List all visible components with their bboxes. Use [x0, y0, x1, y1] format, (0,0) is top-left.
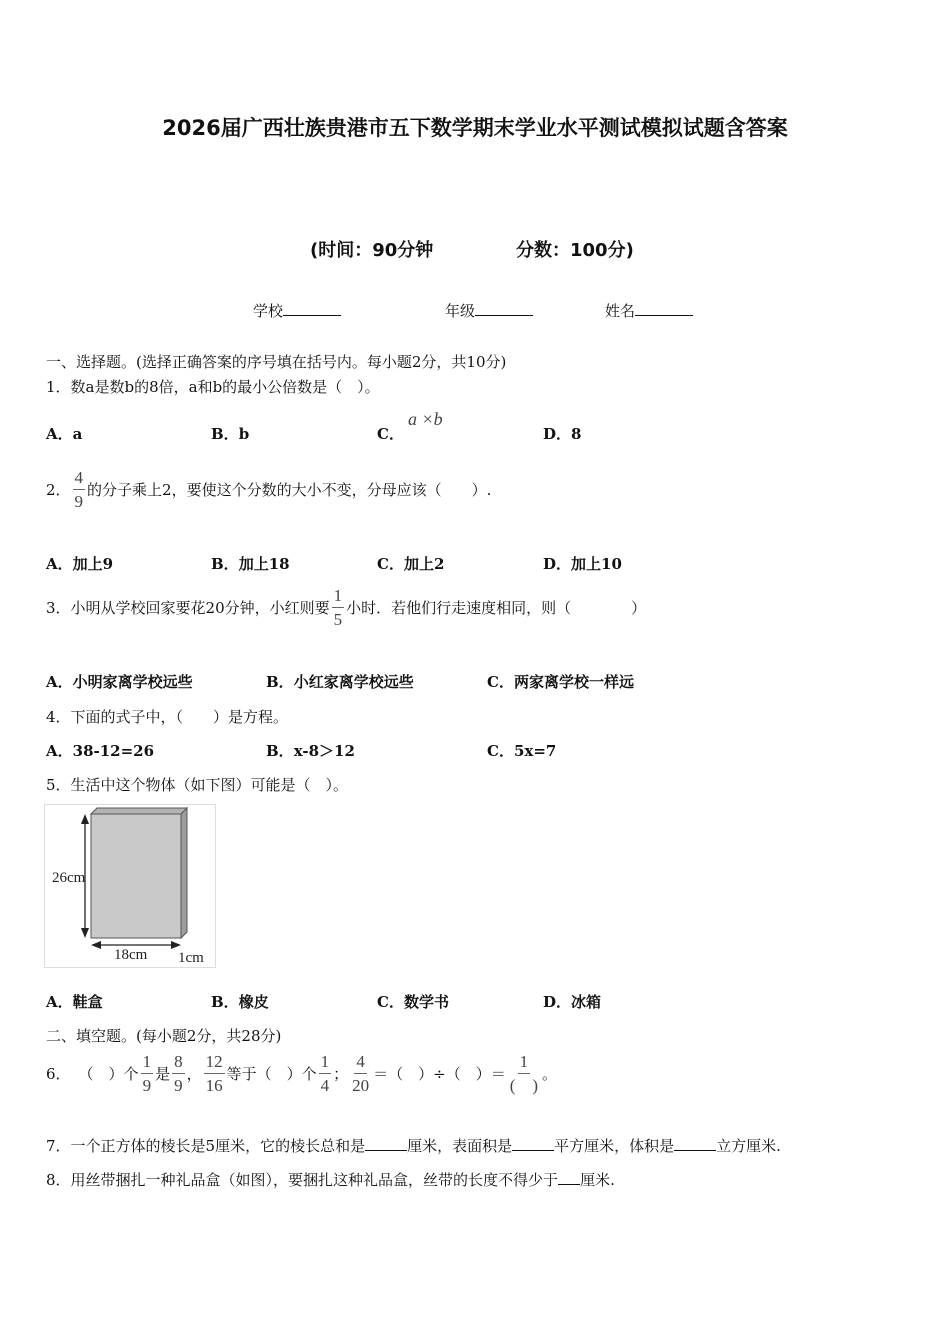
box-top-face	[91, 808, 187, 814]
q2-option-b[interactable]: B．加上18	[211, 555, 290, 573]
page-title: 2026届广西壮族贵港市五下数学期末学业水平测试模拟试题含答案	[162, 116, 788, 140]
q4-text: 4．下面的式子中，（ ）是方程。	[46, 708, 289, 726]
q1-option-c-value: a ×b	[408, 409, 443, 429]
q6-fraction-5: $\frac{4}{20}$	[352, 1052, 370, 1095]
section1-heading: 一、选择题。(选择正确答案的序号填在括号内。每小题2分，共10分)	[46, 353, 507, 371]
school-blank[interactable]	[283, 301, 341, 316]
q1-option-c[interactable]: C．	[377, 425, 404, 443]
q6-fraction-1: $\frac{1}{9}$	[142, 1052, 152, 1095]
q7-blank-3[interactable]	[674, 1136, 716, 1151]
name-blank[interactable]	[635, 301, 693, 316]
name-field	[605, 300, 693, 321]
q2-option-c[interactable]: C．加上2	[377, 555, 445, 573]
q5-text: 5．生活中这个物体（如下图）可能是（ ）。	[46, 776, 349, 794]
q7-blank-2[interactable]	[512, 1136, 554, 1151]
exam-score: 分数：100分)	[516, 240, 634, 261]
q8-text: 8．用丝带捆扎一种礼品盒（如图），要捆扎这种礼品盒，丝带的长度不得少于 厘米.	[46, 1171, 615, 1189]
q3-option-c[interactable]: C．两家离学校一样远	[487, 673, 634, 691]
q3-text: 3．小明从学校回家要花20分钟，小红则要 $\frac{1}{5}$ 小时．若他们行走速度相同，则（ ）	[46, 586, 647, 629]
grade-blank[interactable]	[475, 301, 533, 316]
q5-option-b[interactable]: B．橡皮	[211, 993, 269, 1011]
q1-text: 1．数a是数b的8倍，a和b的最小公倍数是（ ）。	[46, 378, 380, 396]
name-label: 姓名	[605, 302, 636, 320]
height-label: 26cm	[52, 870, 86, 886]
q2-fraction: $\frac{4}{9}$	[74, 468, 84, 511]
depth-label: 1cm	[178, 950, 204, 966]
width-label: 18cm	[114, 947, 148, 963]
q1-option-b[interactable]: B．b	[211, 425, 250, 443]
box-front-face	[91, 814, 181, 938]
q6-fraction-4: $\frac{1}{4}$	[320, 1052, 330, 1095]
q3-fraction: $\frac{1}{5}$	[333, 586, 343, 629]
q8-blank[interactable]	[558, 1170, 580, 1185]
q5-option-a[interactable]: A．鞋盒	[46, 993, 103, 1011]
school-label: 学校	[253, 302, 284, 320]
grade-field	[445, 300, 533, 321]
grade-label: 年级	[445, 302, 476, 320]
q5-option-d[interactable]: D．冰箱	[543, 993, 602, 1011]
q6-fraction-3: $\frac{12}{16}$	[205, 1052, 223, 1095]
q4-option-b[interactable]: B．x-8＞12	[266, 742, 355, 760]
q4-option-c[interactable]: C．5x=7	[487, 742, 557, 760]
q3-option-b[interactable]: B．小红家离学校远些	[266, 673, 414, 691]
q5-option-c[interactable]: C．数学书	[377, 993, 449, 1011]
q2-option-a[interactable]: A．加上9	[46, 555, 114, 573]
box-side-face	[181, 808, 187, 938]
q2-text: 2． $\frac{4}{9}$ 的分子乘上2，要使这个分数的大小不变，分母应该（ ）.	[46, 468, 492, 511]
q1-option-a[interactable]: A．a	[46, 425, 83, 443]
q7-text: 7．一个正方体的棱长是5厘米，它的棱长总和是 厘米，表面积是 平方厘米，体积是 立方厘米.	[46, 1137, 781, 1155]
q5-box-figure	[44, 804, 216, 968]
q6-text: 6． （ ）个 $\frac{1}{9}$ 是 $\frac{8}{9}$ ， $\frac{12}{16}$ 等于（ ）个 $\frac{1}{4}$ ； $\frac{4}{20}$ ＝（ ）÷（ ）＝ $\frac{1}{( )}$ 。	[46, 1052, 558, 1095]
school-field	[253, 300, 341, 321]
section2-heading: 二、填空题。(每小题2分，共28分)	[46, 1027, 282, 1045]
q4-option-a[interactable]: A．38-12=26	[46, 742, 155, 760]
q6-fraction-6[interactable]: $\frac{1}{( )}$	[509, 1052, 539, 1095]
q7-blank-1[interactable]	[365, 1136, 407, 1151]
exam-time: (时间：90分钟	[310, 240, 434, 261]
q2-option-d[interactable]: D．加上10	[543, 555, 622, 573]
q6-fraction-2: $\frac{8}{9}$	[174, 1052, 183, 1095]
q3-option-a[interactable]: A．小明家离学校远些	[46, 673, 193, 691]
q1-option-d[interactable]: D．8	[543, 425, 582, 443]
